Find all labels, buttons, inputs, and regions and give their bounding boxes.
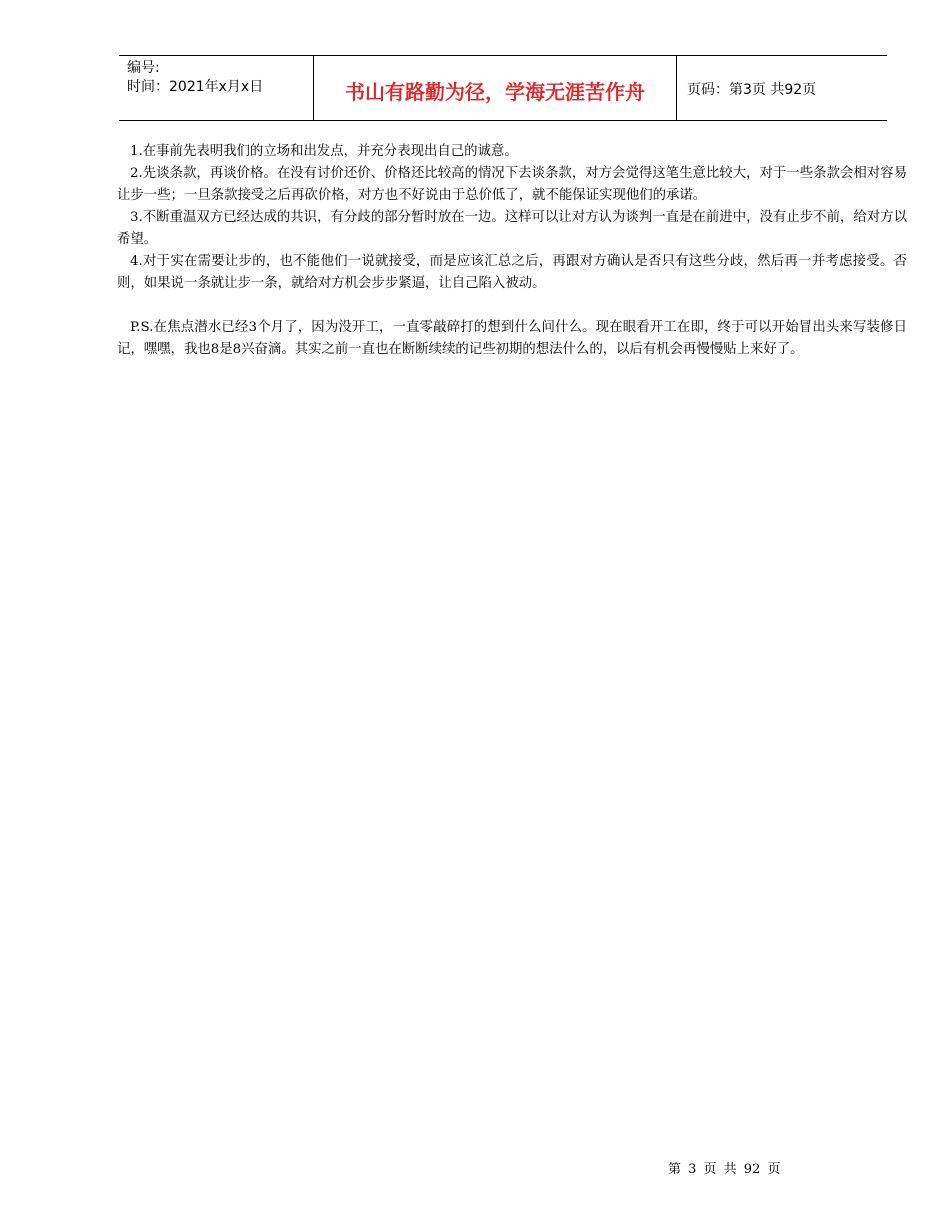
page-header: [119, 55, 887, 121]
header-page-info: 页码：第3页 共92页: [687, 82, 817, 98]
page-footer: 第 3 页 共 92 页: [668, 1162, 781, 1177]
document-number-label: 编号:: [127, 60, 160, 76]
paragraph-4: 4.对于实在需要让步的，也不能他们一说就接受，而是应该汇总之后，再跟对方确认是否只有这些分歧，然后再一并考虑接受。否则，如果说一条就让步一条，就给对方机会步步紧逼，让自己陷入被动。: [117, 254, 907, 291]
postscript-paragraph: P.S.在焦点潜水已经3个月了，因为没开工，一直零敲碎打的想到什么问什么。现在眼看开工在即，终于可以开始冒出头来写装修日记，嘿嘿，我也8是8兴奋滴。其实之前一直也在断断续续的记些初期的想法什么的，以后有机会再慢慢贴上来好了。: [117, 320, 907, 357]
header-motto: 书山有路勤为径，学海无涯苦作舟: [314, 56, 677, 120]
document-time: 时间：2021年x月x日: [127, 79, 264, 95]
header-meta: [119, 56, 314, 120]
paragraph-1: 1.在事前先表明我们的立场和出发点，并充分表现出自己的诚意。: [130, 144, 518, 159]
paragraph-2: 2.先谈条款，再谈价格。在没有讨价还价、价格还比较高的情况下去谈条款，对方会觉得这笔生意比较大，对于一些条款会相对容易让步一些；一旦条款接受之后再砍价格，对方也不好说由于总价低了，就不能保证实现他们的承诺。: [117, 166, 907, 203]
document-body: [117, 141, 907, 361]
paragraph-3: 3.不断重温双方已经达成的共识，有分歧的部分暂时放在一边。这样可以让对方认为谈判一直是在前进中，没有止步不前，给对方以希望。: [117, 210, 907, 247]
